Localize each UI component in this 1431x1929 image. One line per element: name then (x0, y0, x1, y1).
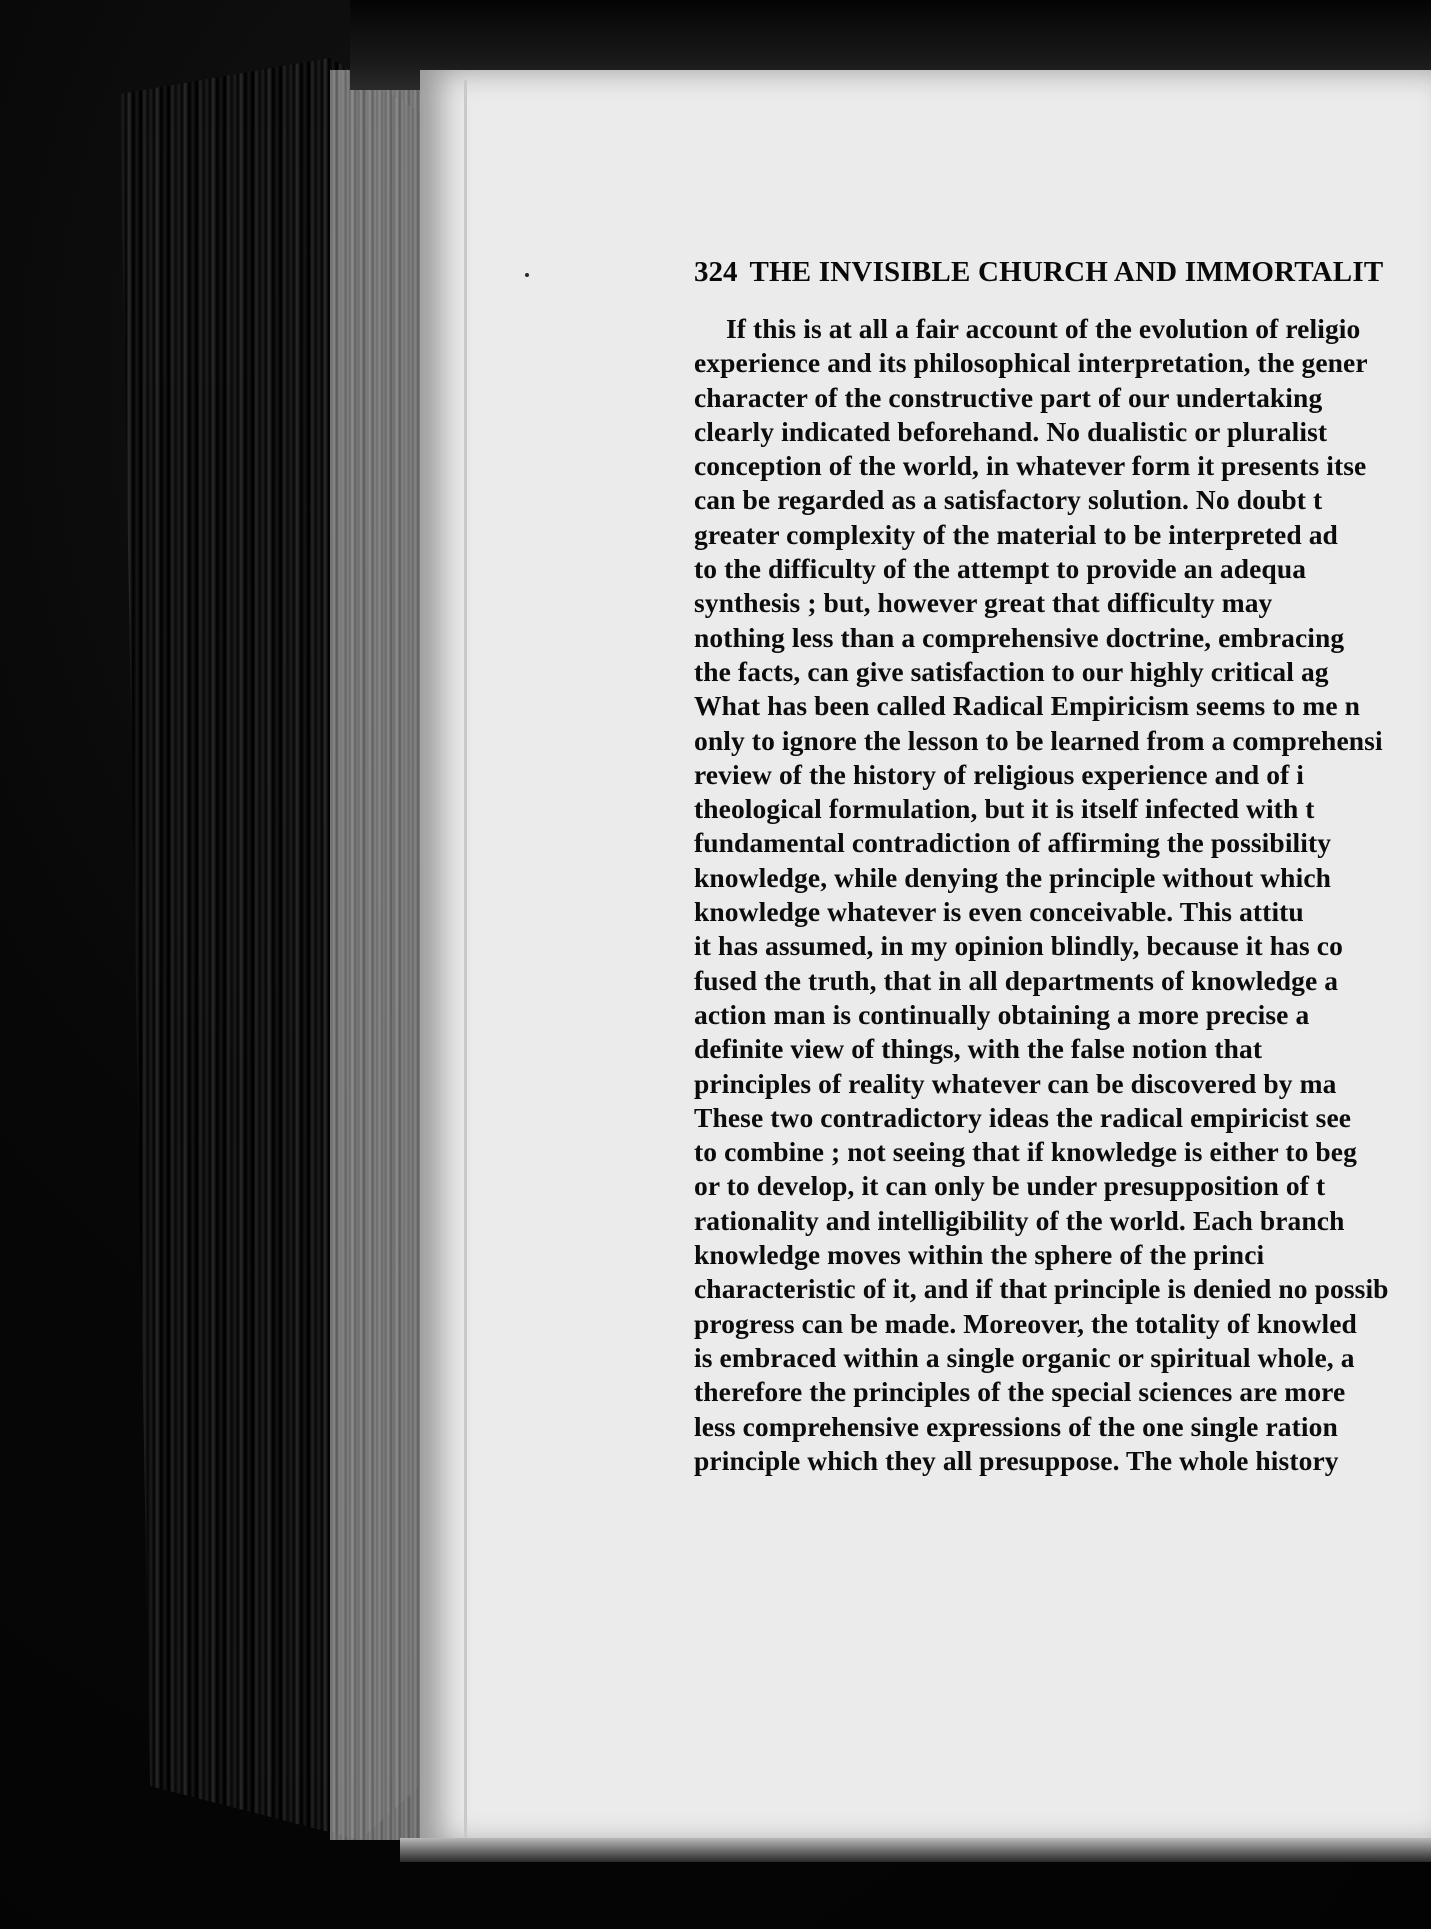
text-line: character of the constructive part of our undertaking (694, 381, 1323, 413)
page-number: 324 (694, 256, 738, 288)
text-line: to the difficulty of the attempt to provide an adequa (694, 553, 1307, 585)
text-line: synthesis ; but, however great that difficulty may (694, 587, 1273, 619)
page-bottom-edge (400, 1838, 1431, 1862)
text-line: therefore the principles of the special sciences are more (694, 1376, 1346, 1408)
body-text (694, 312, 1431, 1712)
page-gutter-edge (464, 80, 467, 1840)
text-line: nothing less than a comprehensive doctrine, embracing (694, 621, 1345, 653)
text-line: clearly indicated beforehand. No dualistic or pluralist (694, 415, 1328, 447)
text-line: or to develop, it can only be under presupposition of t (694, 1170, 1326, 1202)
text-line: knowledge whatever is even conceivable. This attitu (694, 896, 1304, 928)
text-line: These two contradictory ideas the radical empiricist see (694, 1101, 1352, 1133)
text-line: the facts, can give satisfaction to our highly critical ag (694, 655, 1329, 687)
text-line: it has assumed, in my opinion blindly, because it has co (694, 930, 1343, 962)
text-line: characteristic of it, and if that principle is denied no possib (694, 1273, 1389, 1305)
text-line: knowledge moves within the sphere of the princi (694, 1239, 1265, 1271)
running-header (694, 256, 1431, 296)
text-line: fundamental contradiction of affirming the possibility (694, 827, 1332, 859)
text-line: If this is at all a fair account of the evolution of religio (726, 313, 1361, 344)
text-line: conception of the world, in whatever form it presents itse (694, 450, 1367, 482)
text-line: greater complexity of the material to be interpreted ad (694, 518, 1338, 550)
dust-speck (525, 273, 529, 277)
text-line: review of the history of religious experience and of i (694, 758, 1305, 790)
text-line: to combine ; not seeing that if knowledge is either to beg (694, 1136, 1357, 1168)
text-line: less comprehensive expressions of the one single ration (694, 1410, 1338, 1442)
text-line: What has been called Radical Empiricism seems to me n (694, 690, 1361, 722)
text-line: action man is continually obtaining a more precise a (694, 998, 1310, 1030)
text-line: is embraced within a single organic or spiritual whole, a (694, 1341, 1355, 1373)
page-edge-highlight (330, 70, 430, 1840)
text-line: knowledge, while denying the principle without which (694, 861, 1332, 893)
text-line: only to ignore the lesson to be learned from a comprehensi (694, 724, 1383, 756)
text-line: can be regarded as a satisfactory solution. No doubt t (694, 484, 1323, 516)
text-line: theological formulation, but it is itself infected with t (694, 793, 1315, 825)
running-title: THE INVISIBLE CHURCH AND IMMORTALIT (749, 256, 1384, 288)
text-line: fused the truth, that in all departments of knowledge a (694, 964, 1339, 996)
text-line: principles of reality whatever can be discovered by ma (694, 1067, 1337, 1099)
text-line: rationality and intelligibility of the world. Each branch (694, 1204, 1345, 1236)
text-line: definite view of things, with the false notion that (694, 1033, 1263, 1065)
text-line: principle which they all presuppose. The whole history (694, 1444, 1339, 1476)
text-line: experience and its philosophical interpretation, the gener (694, 347, 1368, 379)
text-line: progress can be made. Moreover, the totality of knowled (694, 1307, 1357, 1339)
